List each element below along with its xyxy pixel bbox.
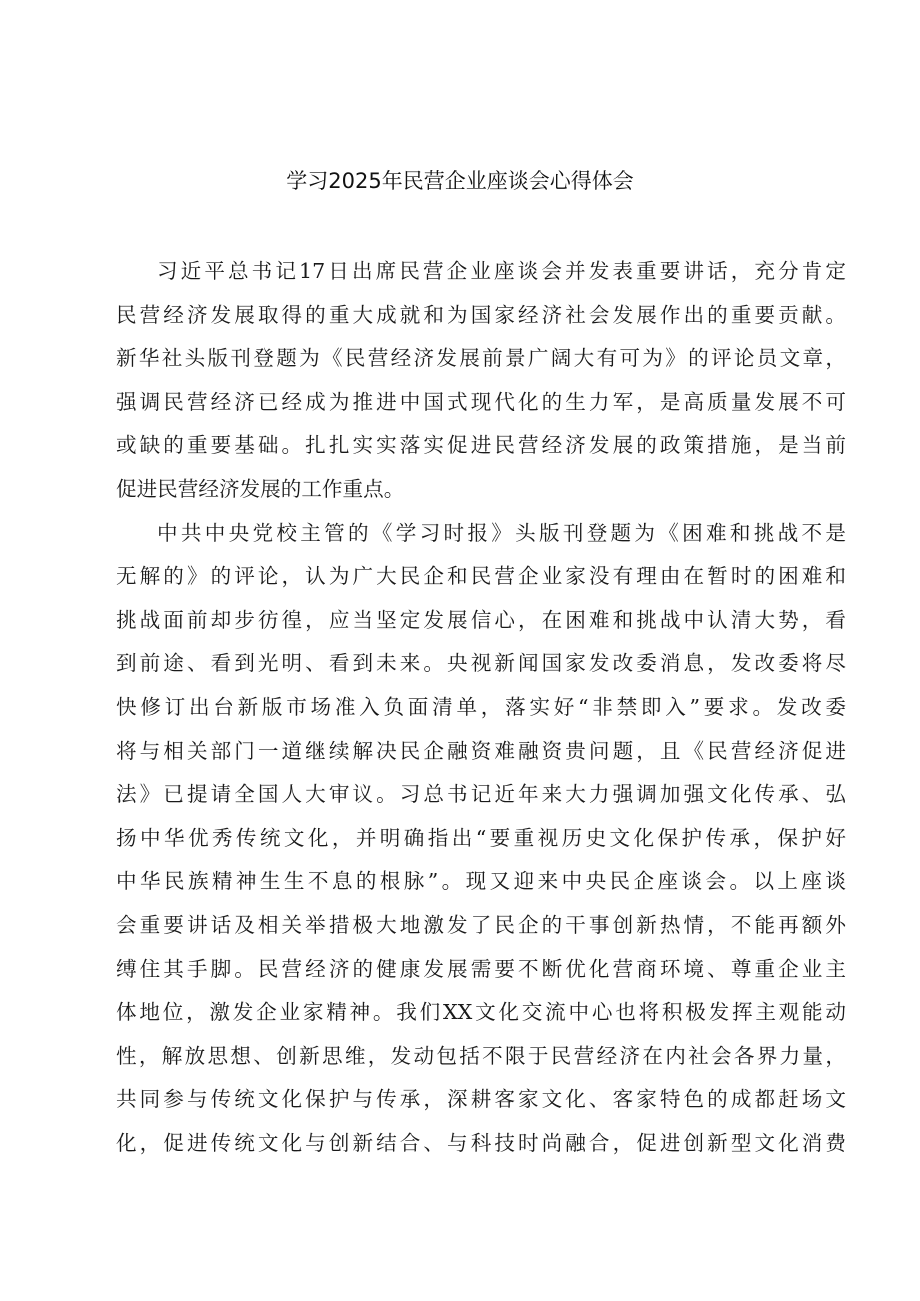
document-body <box>116 250 846 1165</box>
paragraph-line: 挑战面前却步彷徨，应当坚定发展信心，在困难和挑战中认清大势，看 <box>116 607 846 632</box>
paragraph-line: 将与相关部门一道继续解决民企融资难融资贵问题，且《民营经济促进 <box>116 738 846 763</box>
paragraph-line: 习近平总书记17日出席民营企业座谈会并发表重要讲话，充分肯定 <box>157 259 846 283</box>
paragraph-line: 新华社头版刊登题为《民营经济发展前景广阔大有可为》的评论员文章， <box>116 346 846 371</box>
paragraph-line: 民营经济发展取得的重大成就和为国家经济社会发展作出的重要贡献。 <box>116 302 846 327</box>
paragraph-line: 到前途、看到光明、看到未来。央视新闻国家发改委消息，发改委将尽 <box>116 651 846 676</box>
paragraph-line: 会重要讲话及相关举措极大地激发了民企的干事创新热情，不能再额外 <box>116 912 846 937</box>
paragraph-line: 或缺的重要基础。扎扎实实落实促进民营经济发展的政策措施，是当前 <box>116 433 846 458</box>
paragraph-line: 法》已提请全国人大审议。习总书记近年来大力强调加强文化传承、弘 <box>116 782 846 807</box>
paragraph-line: 快修订出台新版市场准入负面清单，落实好“非禁即入”要求。发改委 <box>116 694 846 719</box>
paragraph-line: 缚住其手脚。民营经济的健康发展需要不断优化营商环境、尊重企业主 <box>116 956 846 981</box>
paragraph-line: 中共中央党校主管的《学习时报》头版刊登题为《困难和挑战不是 <box>157 520 846 545</box>
paragraph-line: 扬中华优秀传统文化，并明确指出“要重视历史文化保护传承，保护好 <box>116 825 846 850</box>
paragraph-line: 中华民族精神生生不息的根脉”。现又迎来中央民企座谈会。以上座谈 <box>116 869 846 894</box>
paragraph-1 <box>116 250 846 512</box>
paragraph-line: 强调民营经济已经成为推进中国式现代化的生力军，是高质量发展不可 <box>116 389 846 414</box>
paragraph-2 <box>116 512 846 1166</box>
document-title: 学习2025年民营企业座谈会心得体会 <box>286 169 634 193</box>
paragraph-line: 促进民营经济发展的工作重点。 <box>116 476 405 501</box>
paragraph-line: 共同参与传统文化保护与传承，深耕客家文化、客家特色的成都赶场文 <box>116 1087 846 1112</box>
paragraph-line: 化，促进传统文化与创新结合、与科技时尚融合，促进创新型文化消费 <box>116 1130 846 1155</box>
paragraph-line: 体地位，激发企业家精神。我们XX文化交流中心也将积极发挥主观能动 <box>116 1000 846 1025</box>
paragraph-line: 性，解放思想、创新思维，发动包括不限于民营经济在内社会各界力量， <box>116 1043 846 1068</box>
paragraph-line: 无解的》的评论，认为广大民企和民营企业家没有理由在暂时的困难和 <box>116 564 846 589</box>
